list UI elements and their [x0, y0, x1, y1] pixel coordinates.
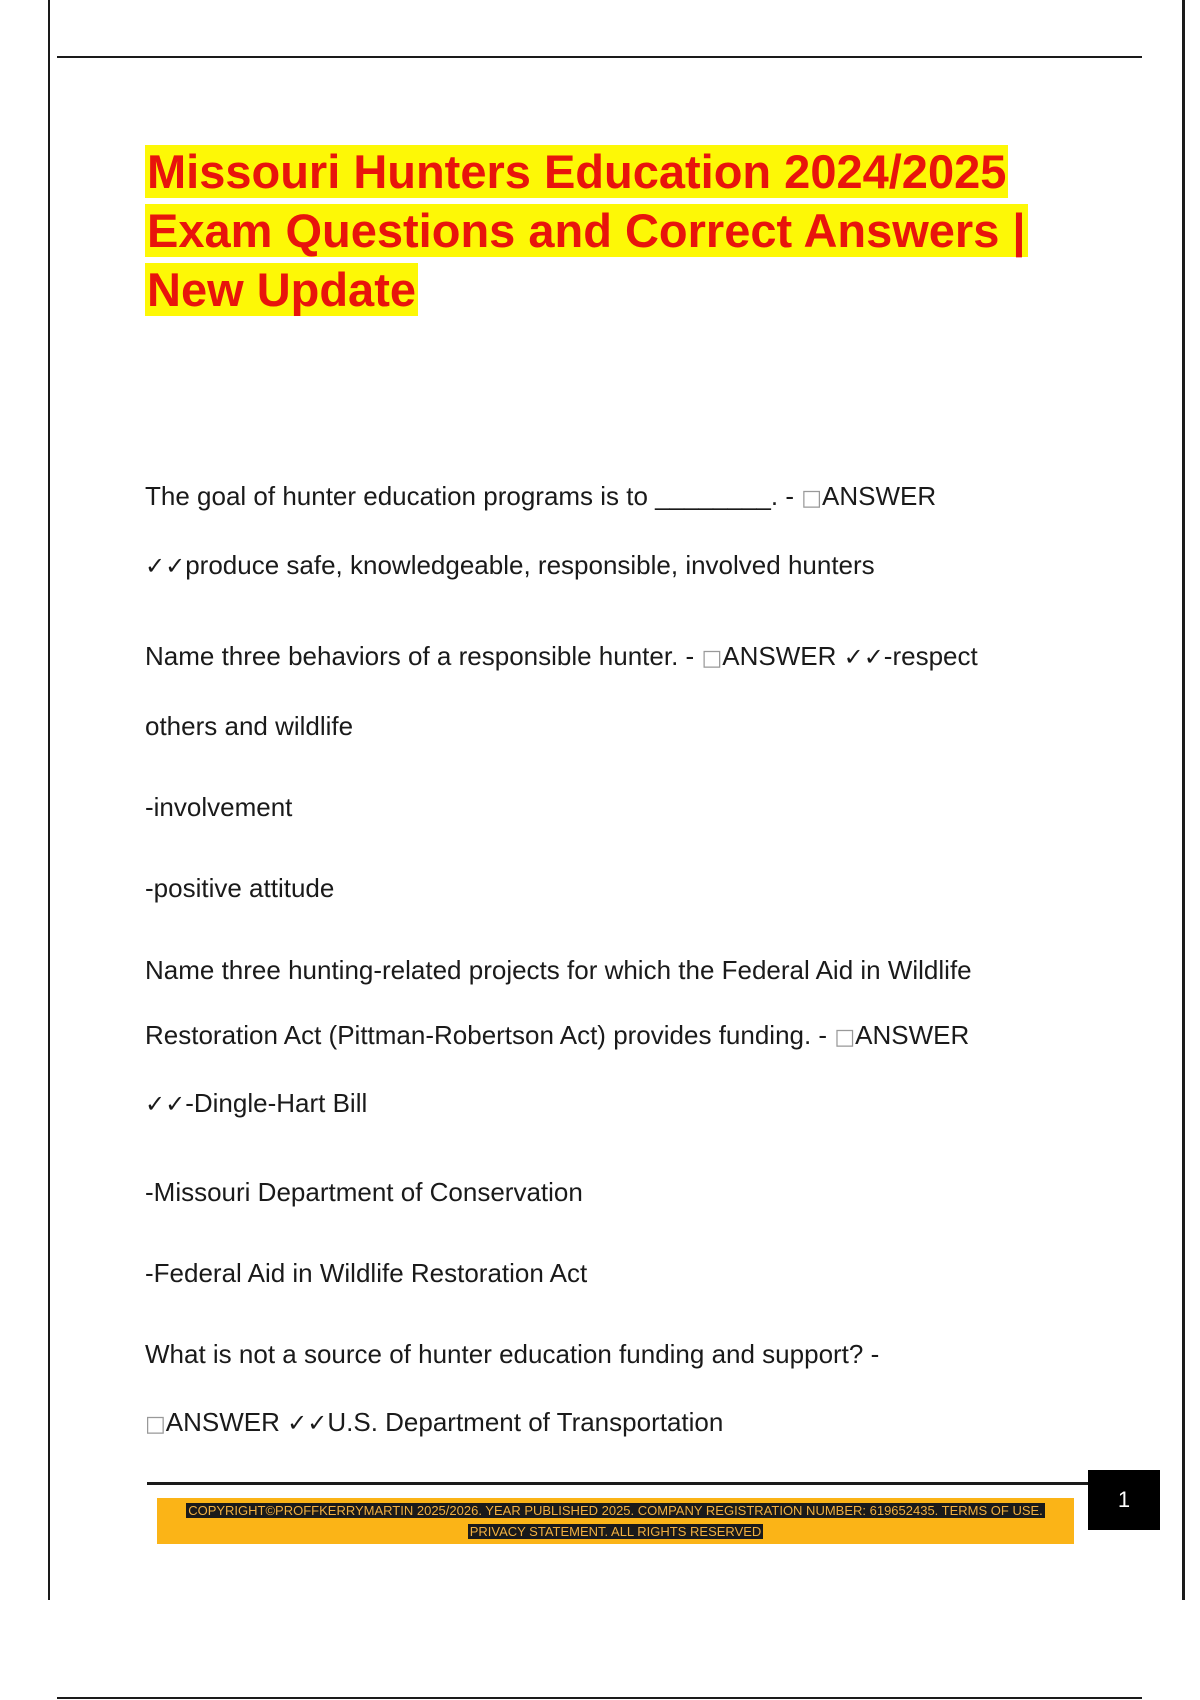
checkbox-icon: □ — [145, 1412, 166, 1437]
double-check-icon: ✓✓ — [843, 643, 884, 671]
footer-line-1: COPYRIGHT©PROFFKERRYMARTIN 2025/2026. YEAR PUBLISHED 2025. COMPANY REGISTRATION NUMBER: 619652435. TERMS OF USE. — [188, 1503, 1043, 1518]
title-line-1: Missouri Hunters Education 2024/2025 — [147, 145, 1007, 198]
page-border-left — [48, 0, 50, 1600]
qa-3-line-1: Name three hunting-related projects for which the Federal Aid in Wildlife — [145, 955, 972, 985]
qa-3-line-4: -Missouri Department of Conservation — [145, 1177, 583, 1207]
footer-rule — [147, 1482, 1089, 1485]
qa-1-line-1: The goal of hunter education programs is to ________. - □ANSWER — [145, 481, 937, 511]
checkbox-icon: □ — [801, 486, 822, 511]
qa-4-line-1: What is not a source of hunter education funding and support? - — [145, 1339, 880, 1369]
qa-1-line-2: ✓✓produce safe, knowledgeable, responsible, involved hunters — [145, 550, 875, 580]
double-check-icon: ✓✓ — [145, 552, 186, 580]
checkbox-icon: □ — [834, 1025, 856, 1050]
qa-4-line-2: □ANSWER ✓✓U.S. Department of Transportation — [145, 1407, 724, 1437]
title-line-3: New Update — [147, 263, 416, 316]
next-page-rule — [57, 1697, 1142, 1699]
document-title — [145, 142, 1085, 319]
title-line-2: Exam Questions and Correct Answers | — [147, 204, 1026, 257]
double-check-icon: ✓✓ — [145, 1090, 186, 1118]
qa-2-line-3: -involvement — [145, 792, 293, 822]
checkbox-icon: □ — [701, 646, 723, 671]
qa-3-line-3: ✓✓-Dingle-Hart Bill — [145, 1088, 368, 1118]
qa-3-line-2: Restoration Act (Pittman-Robertson Act) provides funding. - □ANSWER — [145, 1020, 970, 1050]
footer-line-2: PRIVACY STATEMENT. ALL RIGHTS RESERVED — [469, 1524, 762, 1539]
qa-2-line-4: -positive attitude — [145, 873, 335, 903]
qa-2-line-2: others and wildlife — [145, 711, 354, 741]
page-border-right — [1182, 0, 1185, 1600]
qa-3-line-5: -Federal Aid in Wildlife Restoration Act — [145, 1258, 588, 1288]
double-check-icon: ✓✓ — [287, 1409, 328, 1437]
page-number: 1 — [1088, 1470, 1160, 1530]
footer-copyright — [157, 1500, 1074, 1542]
header-rule — [57, 56, 1142, 58]
qa-2-line-1: Name three behaviors of a responsible hunter. - □ANSWER ✓✓-respect — [145, 641, 978, 671]
